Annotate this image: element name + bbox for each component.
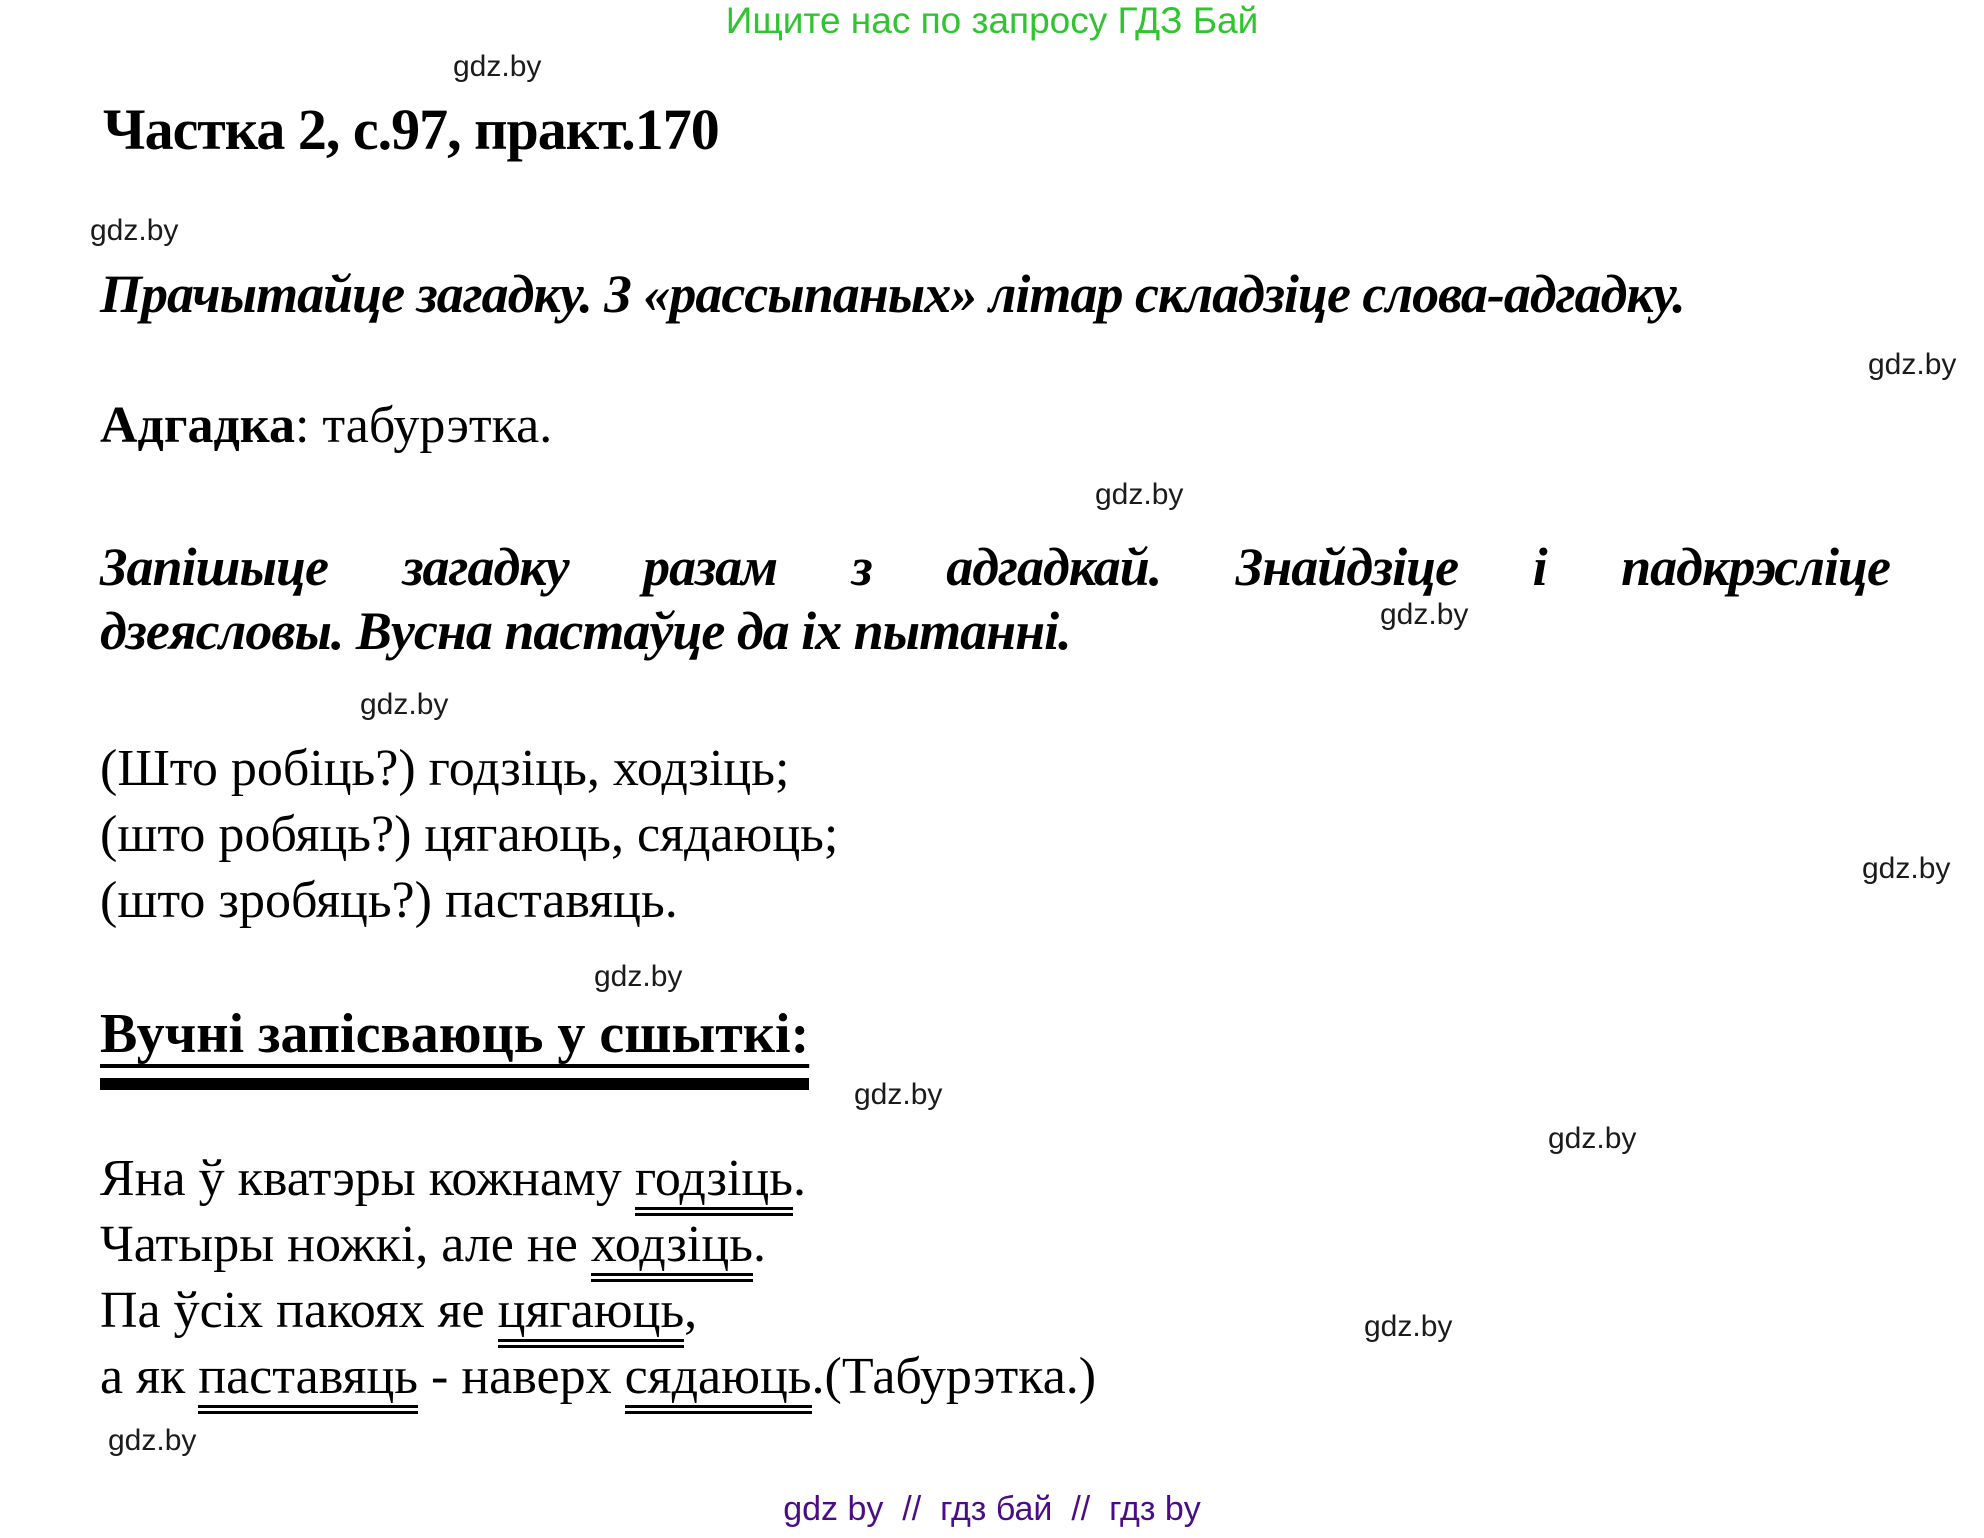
poem-text: .(Табурэтка.) <box>811 1348 1097 1405</box>
task-instruction-1: Прачытайце загадку. З «рассыпаных» літар складзіце слова-адгадку. <box>100 264 1685 324</box>
poem-line <box>100 1146 1096 1212</box>
gdz-watermark: gdz.by <box>594 960 683 993</box>
verb-question-line: (Што робіць?) годзіць, ходзіць; <box>100 740 790 797</box>
footer-keywords: gdz by // гдз бай // гдз by <box>783 1490 1201 1528</box>
notebook-heading: Вучні запісваюць у сшыткі: <box>100 1002 809 1090</box>
task-instruction-2-line1: Запішыце загадку разам з адгадкай. Знайдзіце і падкрэсліце <box>100 537 1890 597</box>
riddle-poem <box>100 1146 1096 1410</box>
poem-line <box>100 1212 1096 1278</box>
gdz-watermark: gdz.by <box>1364 1310 1453 1343</box>
gdz-watermark: gdz.by <box>1862 852 1951 885</box>
answer-value: : табурэтка. <box>294 397 553 454</box>
poem-text: Па ўсіх пакоях яе <box>100 1282 498 1339</box>
poem-line <box>100 1344 1096 1410</box>
verb-question-line: (што робяць?) цягаюць, сядаюць; <box>100 806 839 863</box>
page-title: Частка 2, с.97, практ.170 <box>103 97 719 162</box>
underlined-verb: паставяць <box>198 1348 418 1414</box>
gdz-watermark: gdz.by <box>90 214 179 247</box>
gdz-watermark: gdz.by <box>1095 478 1184 511</box>
verb-questions-block <box>100 736 838 934</box>
poem-text: а як <box>100 1348 199 1405</box>
gdz-watermark: gdz.by <box>854 1078 943 1111</box>
poem-text: . <box>752 1216 766 1273</box>
gdz-watermark: gdz.by <box>1868 348 1957 381</box>
gdz-watermark: gdz.by <box>360 688 449 721</box>
gdz-watermark: gdz.by <box>1548 1122 1637 1155</box>
poem-line <box>100 1278 1096 1344</box>
poem-text: . <box>792 1150 806 1207</box>
promo-banner: Ищите нас по запросу ГДЗ Бай <box>725 0 1259 41</box>
poem-text: , <box>684 1282 698 1339</box>
verb-question-line: (што зробяць?) паставяць. <box>100 872 678 929</box>
poem-text: - наверх <box>418 1348 625 1405</box>
poem-text: Яна ў кватэры кожнаму <box>100 1150 635 1207</box>
underlined-verb: сядаюць <box>625 1348 812 1414</box>
gdz-watermark: gdz.by <box>453 50 542 83</box>
poem-text: Чатыры ножкі, але не <box>100 1216 591 1273</box>
task-instruction-2-line2: дзеясловы. Вусна пастаўце да іх пытанні. <box>100 601 1071 661</box>
gdz-watermark: gdz.by <box>1380 598 1469 631</box>
underlined-verb: годзіць <box>635 1150 793 1216</box>
task-instruction-2 <box>100 535 1890 663</box>
underlined-verb: цягаюць <box>498 1282 685 1348</box>
answer-label: Адгадка <box>100 397 295 454</box>
underlined-verb: ходзіць <box>591 1216 753 1282</box>
gdz-watermark: gdz.by <box>108 1424 197 1457</box>
answer-line <box>100 396 552 455</box>
